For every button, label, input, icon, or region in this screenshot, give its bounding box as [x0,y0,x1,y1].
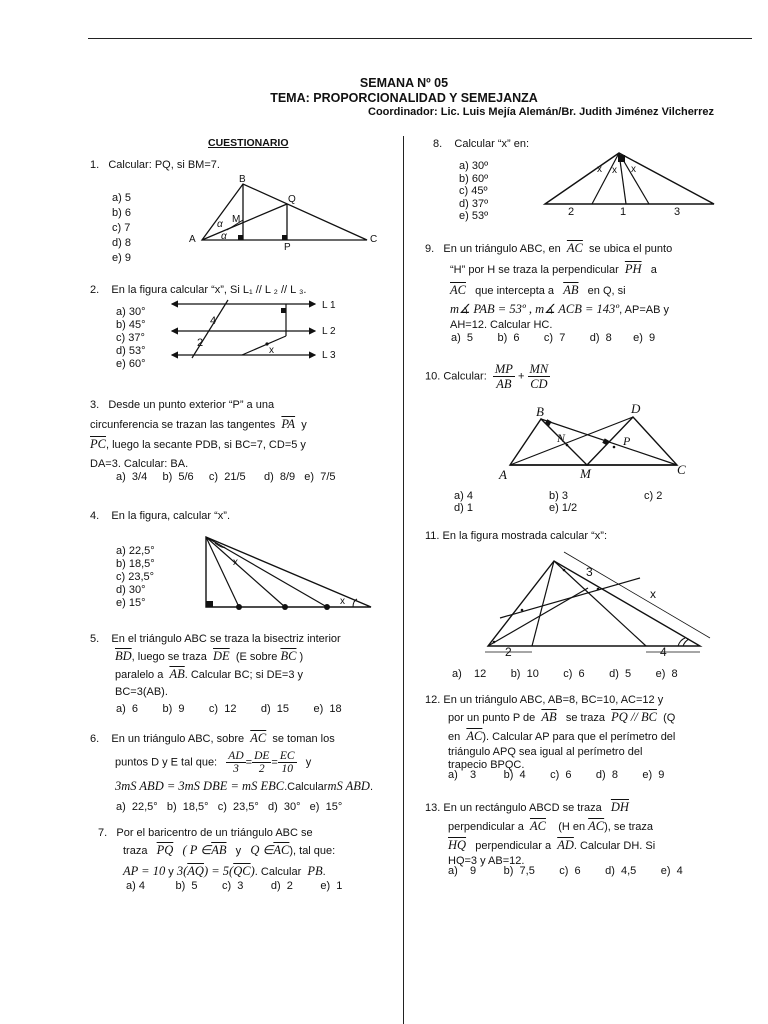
svg-text:L 3: L 3 [322,350,336,361]
svg-text:Q: Q [288,194,296,205]
top-rule [88,38,752,39]
svg-text:M: M [580,466,591,481]
question-2: 2. En la figura calcular “x”, Si L₁ // L ₂ // L ₃. [90,284,307,296]
svg-text:1: 1 [620,206,627,218]
svg-text:x: x [631,164,636,175]
svg-text:x: x [597,164,602,175]
q12-options: a) 3 b) 4 c) 6 d) 8 e) 9 [448,769,665,781]
svg-text:M: M [232,214,241,225]
question-5: 5. En el triángulo ABC se traza la bisectriz interior $\overline{BD}$, luego se traza $\overline{DE}$ (E sobre $\overline{BC}$ ) paralelo a $\overline{AB}$. Calcular BC; si DE=3 y BC=3(AB). [90,633,341,698]
column-divider [403,136,404,1024]
question-7: 7. Por el baricentro de un triángulo ABC se traza $\overline{PQ}$ ( P $\in\overline{AB}$ y Q $\in\overline{AC}$), tal que: AP = 10 y $3(\overline{AQ}) = 5(\overline{QC})$. Calcular PB. [98,827,336,878]
svg-text:N: N [557,431,566,445]
svg-text:L 1: L 1 [322,300,336,311]
svg-text:x: x [612,165,617,176]
svg-text:3: 3 [586,565,593,579]
svg-text:P: P [623,434,631,448]
question-8: 8. Calcular “x” en: [433,138,529,150]
question-1: 1. Calcular: PQ, si BM=7. [90,159,220,171]
question-10: 10. Calcular: $\frac{MP}{AB}$ + $\frac{MN}{CD}$ [425,362,549,391]
q1-options: a) 5 b) 6 c) 7 d) 8 e) 9 [112,192,131,264]
question-11: 11. En la figura mostrada calcular “x”: [425,530,607,542]
svg-text:C: C [370,234,378,245]
svg-text:x: x [269,345,274,356]
q2-options: a) 30° b) 45° c) 37° d) 53° e) 60° [116,306,146,370]
q9-options: a) 5 b) 6 c) 7 d) 8 e) 9 [451,332,656,344]
question-3: 3. Desde un punto exterior “P” a una circunferencia se trazan las tangentes $\overline{PA}$ y $\overline{PC}$, luego la secante PDB, si BC=7, CD=5 y DA=3. Calcular: BA. [90,399,307,470]
question-6: 6. En un triángulo ABC, sobre $\overline{AC}$ se toman los puntos D y E tal que: $\frac{AD}{3}$ = $\frac{DE}{2}$ = $\frac{EC}{10}$ y 3mS ABD = 3mS DBE = mS EBC.CalcularmS ABD. [90,731,374,793]
q8-figure [542,150,722,220]
question-4: 4. En la figura, calcular “x”. [90,510,231,522]
question-9: 9. En un triángulo ABC, en $\overline{AC}$ se ubica el punto “H” por H se traza la perpendicular $\overline{PH}$ a $\overline{AC}$ que intercepta a $\overline{AB}$ en Q, si m∡ PAB = 53º , m∡ ACB = 143º, AP=AB y AH=12. Calcular HC. [425,241,673,331]
q3-options: a) 3/4 b) 5/6 c) 21/5 d) 8/9 e) 7/5 [116,471,336,483]
svg-text:α: α [221,231,227,242]
q6-options: a) 22,5° b) 18,5° c) 23,5° d) 30° e) 15° [116,801,343,813]
coordinator: Coordinador: Lic. Luis Mejía Alemán/Br. Judith Jiménez Vilcherrez [368,106,714,118]
svg-text:x: x [650,587,656,601]
svg-text:4: 4 [210,315,217,327]
question-13: 13. En un rectángulo ABCD se traza $\overline{DH}$ perpendicular a $\overline{AC}$ (H en $\overline{AC}$), se traza $\overline{HQ}$ perpendicular a $\overline{AD}$. Calcular DH. Si HQ=3 y AB=12. [425,800,656,867]
q11-figure [480,548,720,663]
svg-text:2: 2 [505,645,512,659]
svg-text:D: D [631,401,641,416]
svg-text:B: B [239,174,246,185]
svg-text:x: x [340,596,345,607]
svg-text:A: A [499,467,507,482]
svg-text:4: 4 [660,645,667,659]
svg-text:x: x [233,557,238,568]
q10-options: a) 4 b) 3 c) 2 d) 1 e) 1/2 [454,490,663,514]
svg-text:B: B [536,404,544,419]
q7-options: a) 4 b) 5 c) 3 d) 2 e) 1 [126,880,343,892]
section-title: CUESTIONARIO [208,137,289,149]
svg-text:L 2: L 2 [322,326,336,337]
question-12: 12. En un triángulo ABC, AB=8, BC=10, AC=12 y por un punto P de $\overline{AB}$ se traza PQ // BC (Q en $\overline{AC}$). Calcular AP para que el perímetro del triángulo APQ sea igual al perímetro del trapecio BPQC. [425,694,676,771]
svg-text:P: P [284,242,291,253]
q11-options: a) 12 b) 10 c) 6 d) 5 e) 8 [452,668,678,680]
q13-options: a) 9 b) 7,5 c) 6 d) 4,5 e) 4 [448,865,683,877]
svg-text:2: 2 [568,206,575,218]
q8-options: a) 30º b) 60º c) 45º d) 37º e) 53º [459,160,489,222]
topic-title: TEMA: PROPORCIONALIDAD Y SEMEJANZA [270,91,538,105]
q5-options: a) 6 b) 9 c) 12 d) 15 e) 18 [116,703,342,715]
svg-text:2: 2 [197,337,204,349]
svg-text:α: α [217,219,223,230]
q2-figure [170,296,350,362]
q10-figure [495,402,695,484]
q4-figure [203,533,378,613]
svg-text:C: C [677,462,686,477]
q1-figure [185,172,385,252]
week-title: SEMANA Nº 05 [359,76,449,90]
svg-text:A: A [189,234,196,245]
svg-text:3: 3 [674,206,681,218]
q4-options: a) 22,5° b) 18,5° c) 23,5° d) 30° e) 15° [116,545,155,609]
